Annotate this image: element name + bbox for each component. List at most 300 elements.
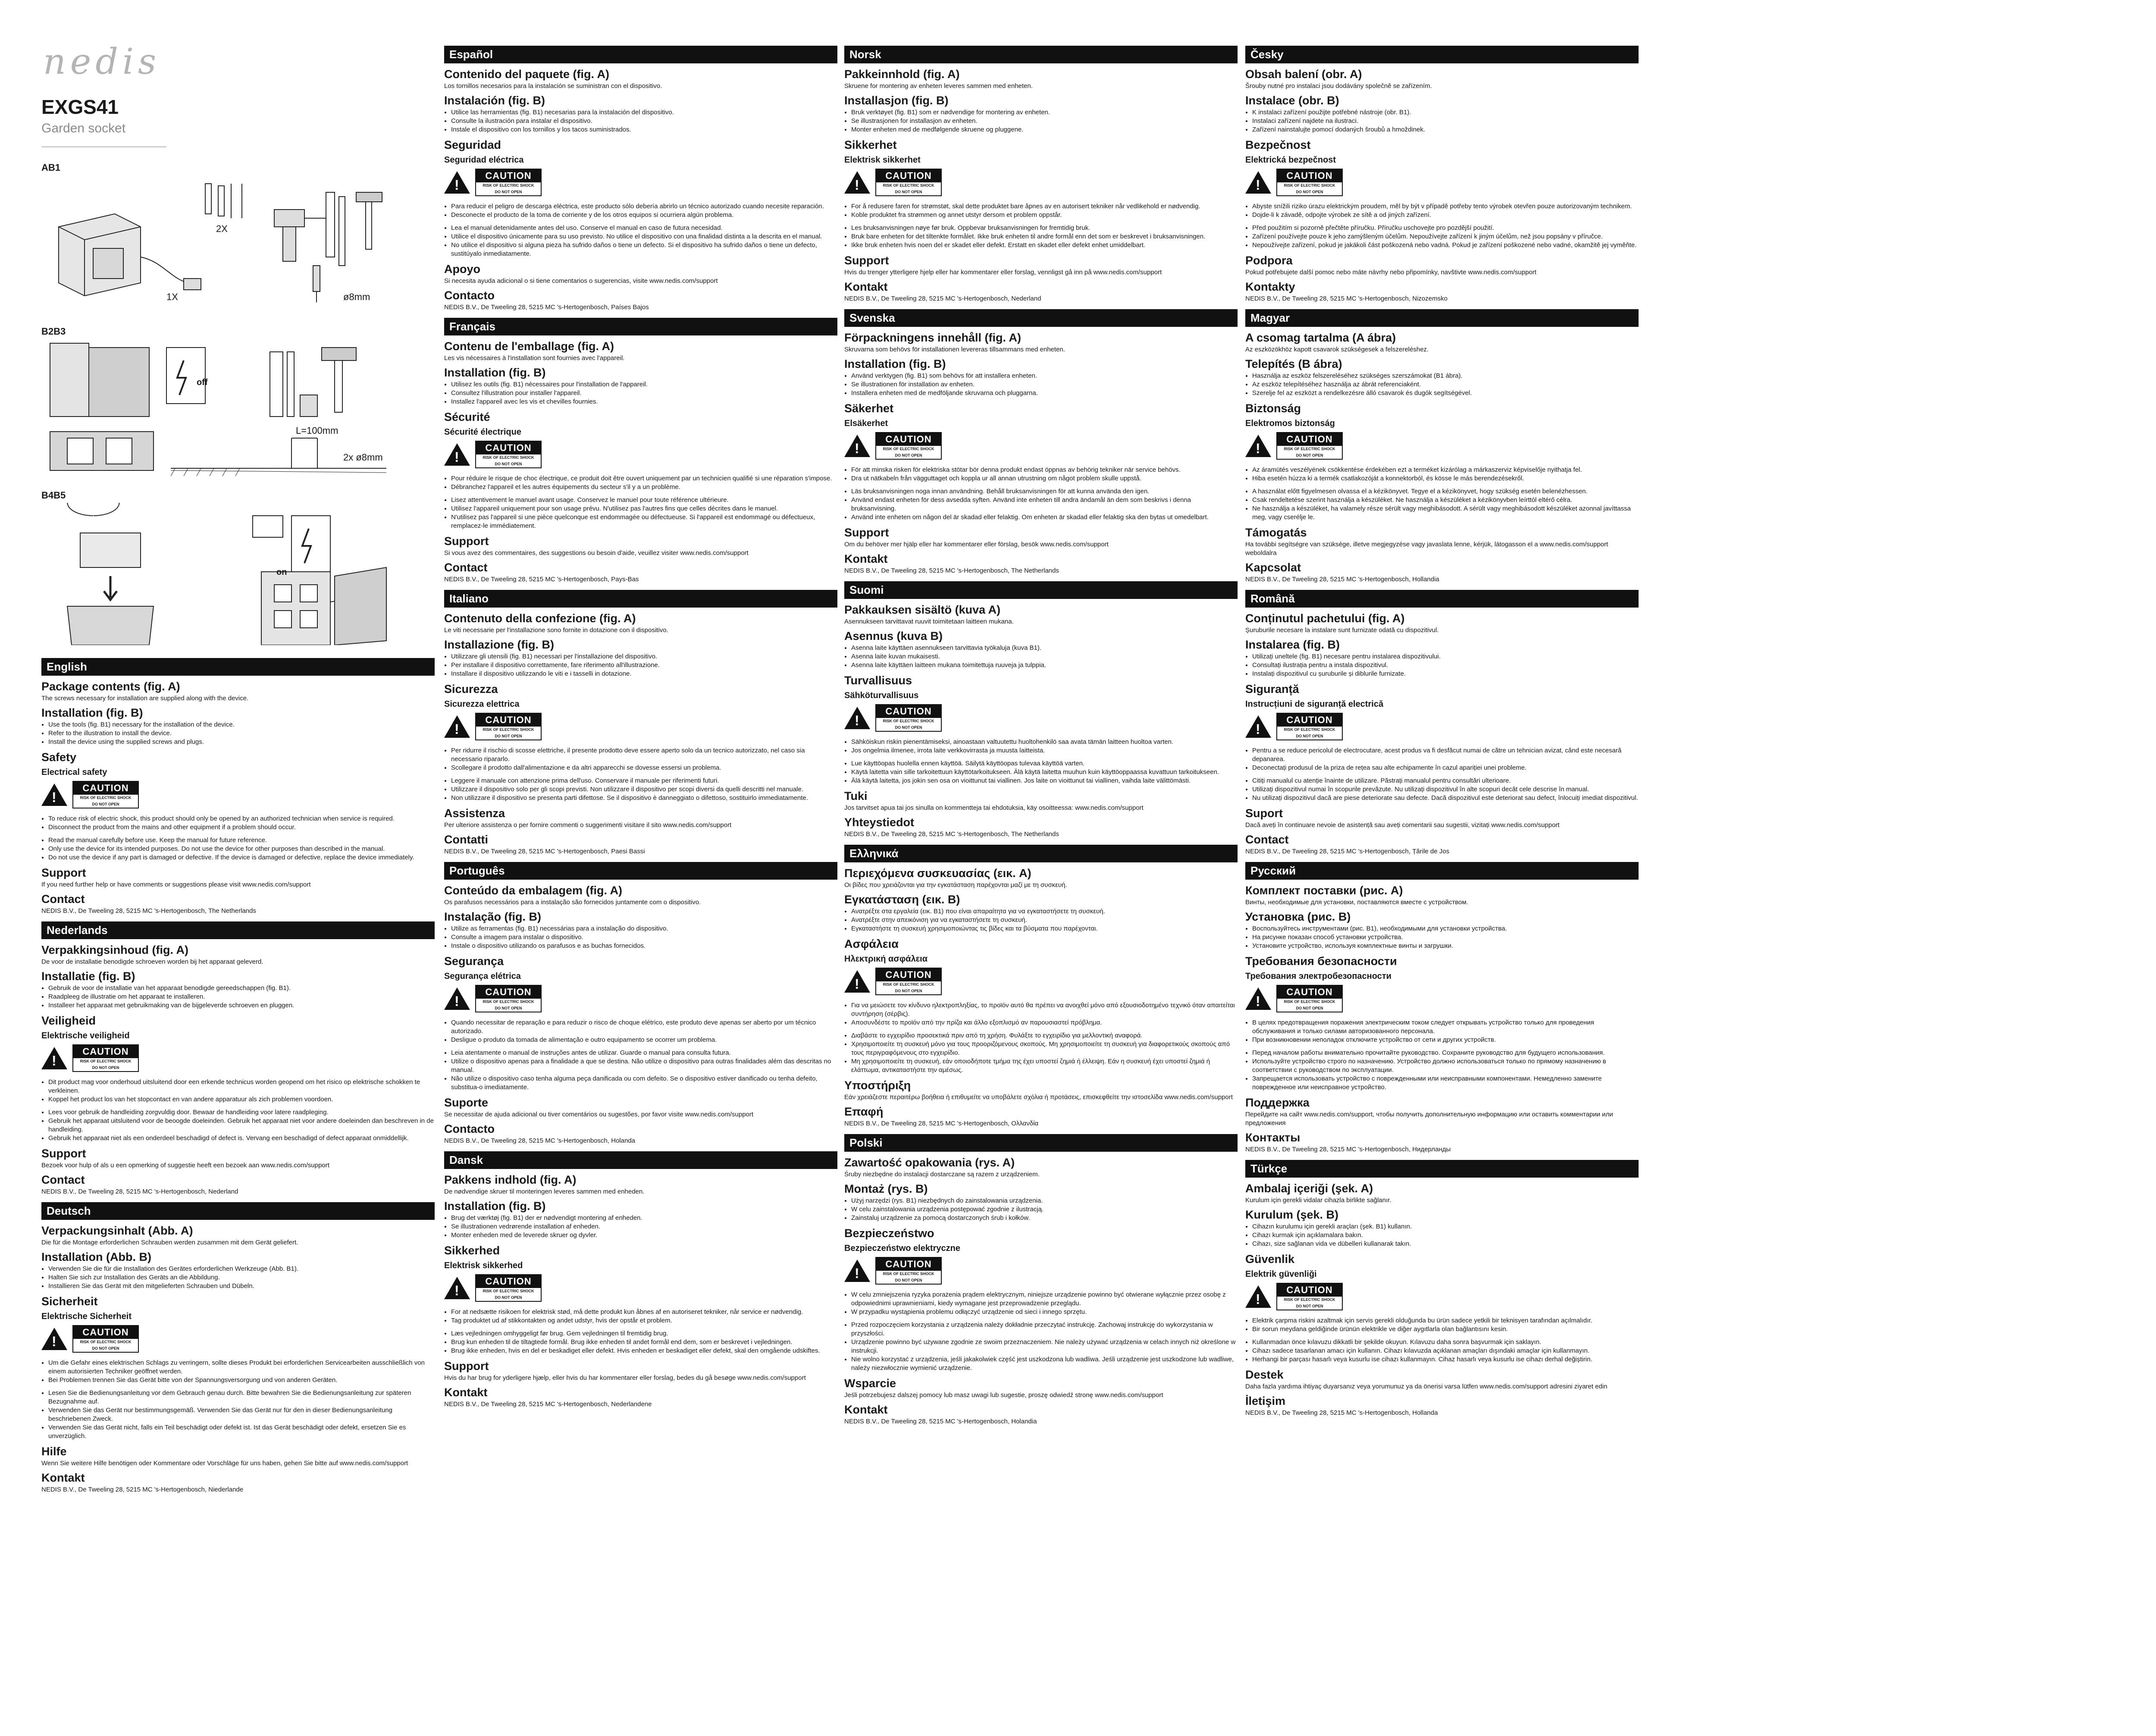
package-contents-heading: Contenu de l'emballage (fig. A) [444,340,614,353]
general-safety-list [41,1389,435,1441]
contact-text: NEDIS B.V., De Tweeling 28, 5215 MC 's-Hertogenbosch, Hollanda [1245,1409,1438,1416]
install-item: • Monter enheden med de leverede skruer og dyvler. [451,1231,837,1240]
caution-line-2: DO NOT OPEN [895,1278,922,1282]
safety-heading: Biztonság [1245,402,1301,415]
safety-heading: Sikkerhet [844,138,897,151]
warning-triangle-icon: ! [844,171,870,194]
elec2-item: • Brug ikke enheden, hvis en del er beskadiget eller defekt. Hvis enheden er beskadiget eller defekt, skal den omgående udskiftes. [451,1347,837,1355]
package-contents-text: Les vis nécessaires à l'installation sont fournies avec l'appareil. [444,354,625,362]
elec-item: • Για να μειώσετε τον κίνδυνο ηλεκτροπληξίας, το προϊόν αυτό θα πρέπει να ανοιχθεί μόνο από εξουσιοδοτημένο τεχνικό όταν απαιτείται συντήρηση (σέρβις). [851,1001,1238,1018]
caution-label [475,169,542,196]
qty-2x: 2X [216,223,228,234]
support-heading: Support [444,535,489,548]
elec2-item: • A használat előtt figyelmesen olvassa el a kézikönyvet. Tegye el a kézikönyvet, hogy szükség esetén belenézhessen. [1252,487,1639,496]
electrical-safety-heading: Ηλεκτρική ασφάλεια [844,954,928,964]
install-item: • Installera enheten med de medföljande skruvarna och pluggarna. [851,389,1238,398]
contact-text: NEDIS B.V., De Tweeling 28, 5215 MC 's-Hertogenbosch, Nederland [844,295,1041,302]
package-contents-heading: Pakkauksen sisältö (kuva A) [844,603,1001,616]
contact-text: NEDIS B.V., De Tweeling 28, 5215 MC 's-Hertogenbosch, Nederland [41,1188,238,1195]
support-heading: Support [41,1147,86,1160]
contact-text: NEDIS B.V., De Tweeling 28, 5215 MC 's-Hertogenbosch, Holanda [444,1137,636,1144]
support-heading: Hilfe [41,1445,67,1458]
general-safety-list [1245,1338,1639,1364]
install-item: • Utilice las herramientas (fig. B1) necesarias para la instalación del dispositivo. [451,108,837,117]
install-item: • Verwenden Sie die für die Installation des Gerätes erforderlichen Werkzeuge (Abb. B1). [48,1265,435,1273]
install-item: • W celu zainstalowania urządzenia postępować zgodnie z ilustracją. [851,1205,1238,1214]
install-item: • Installieren Sie das Gerät mit den mitgelieferten Schrauben und Dübeln. [48,1282,435,1291]
contact-text: NEDIS B.V., De Tweeling 28, 5215 MC 's-Hertogenbosch, Nederlandene [444,1401,652,1408]
language-section-3 [444,46,837,312]
support-text: Se necessitar de ajuda adicional ou tiver comentários ou sugestões, por favor visite www.nedis.com/support [444,1111,754,1118]
safety-heading: Sécurité [444,410,490,423]
elec-item: • Tag produktet ud af stikkontakten og andet udstyr, hvis der opstår et problem. [451,1316,837,1325]
install-item: • Użyj narzędzi (rys. B1) niezbędnych do zainstalowania urządzenia. [851,1197,1238,1205]
caution-label [475,441,542,468]
package-contents-heading: Contenido del paquete (fig. A) [444,68,609,81]
caution-line-1: RISK OF ELECTRIC SHOCK [483,1000,534,1004]
caution-line-1: RISK OF ELECTRIC SHOCK [883,982,934,987]
install-item: • Consulte la ilustración para instalar el dispositivo. [451,117,837,125]
caution-line-2: DO NOT OPEN [92,802,119,806]
contact-heading: Contact [41,893,85,906]
caution-label [72,1325,139,1353]
caution-line-2: DO NOT OPEN [895,725,922,730]
figure-label-b4b5: B4B5 [41,490,66,501]
language-bar: Polski [844,1134,1238,1152]
language-bar: Ελληνικά [844,845,1238,862]
install-item: • Instale el dispositivo con los tornillos y los tacos suministrados. [451,125,837,134]
caution-line-1: RISK OF ELECTRIC SHOCK [883,447,934,451]
installation-heading: Montaż (rys. B) [844,1182,928,1195]
elec2-item: • Citiți manualul cu atenție înainte de utilizare. Păstrați manualul pentru consultări ulterioare. [1252,777,1639,785]
support-text: Wenn Sie weitere Hilfe benötigen oder Kommentare oder Vorschläge für uns haben, gehen Sie bitte auf www.nedis.com/support [41,1460,408,1467]
safety-heading: Siguranță [1245,683,1299,696]
contact-heading: Contacto [444,1122,495,1135]
installation-list [444,1214,837,1240]
language-section-13 [1245,46,1639,303]
install-item: • Ανατρέξτε στην απεικόνιση για να εγκαταστήσετε τη συσκευή. [851,916,1238,924]
elec2-item: • Ikke bruk enheten hvis noen del er skadet eller defekt. Erstatt en skadet eller defekt enhet umiddelbart. [851,241,1238,250]
installation-list [844,907,1238,933]
elec2-item: • Χρησιμοποιείτε τη συσκευή μόνο για τους προοριζόμενους σκοπούς. Μη χρησιμοποιείτε τη συσκευή για διαφορετικούς σκοπούς από τους περιγραφόμενους στο εγχειρίδιο. [851,1040,1238,1057]
install-item: • Gebruik de voor de installatie van het apparaat benodigde gereedschappen (fig. B1). [48,984,435,993]
install-item: • Instalați dispozitivul cu șuruburile și diblurile furnizate. [1252,670,1639,678]
installation-heading: Εγκατάσταση (εικ. B) [844,893,960,906]
language-section-16 [1245,862,1639,1154]
installation-heading: Telepítés (B ábra) [1245,357,1342,370]
language-bar: Español [444,46,837,63]
support-heading: Destek [1245,1368,1284,1381]
support-heading: Suporte [444,1096,489,1109]
elec2-item: • Læs vejledningen omhyggeligt før brug. Gem vejledningen til fremtidig brug. [451,1329,837,1338]
package-contents-text: Șuruburile necesare la instalare sunt furnizate odată cu dispozitivul. [1245,627,1439,634]
install-item: • На рисунке показан способ установки устройства. [1252,933,1639,942]
caution-line-2: DO NOT OPEN [1296,190,1323,194]
warning-triangle-icon: ! [444,171,470,194]
caution-label [875,968,942,995]
elec2-item: • Kullanmadan önce kılavuzu dikkatli bir şekilde okuyun. Kılavuzu daha sonra başvurmak için saklayın. [1252,1338,1639,1347]
support-text: Daha fazla yardıma ihtiyaç duyarsanız veya yorumunuz ya da önerisi varsa lütfen www.nedis.com/support adresini ziyaret edin [1245,1383,1608,1390]
contact-text: NEDIS B.V., De Tweeling 28, 5215 MC 's-Hertogenbosch, Нидерланды [1245,1146,1451,1153]
column-2 [444,40,837,1410]
caution-line-2: DO NOT OPEN [895,989,922,993]
warning-triangle-icon: ! [41,1328,67,1350]
install-item: • Installeer het apparaat met gebruikmaking van de bijgeleverde schroeven en pluggen. [48,1001,435,1010]
elec2-item: • Read the manual carefully before use. Keep the manual for future reference. [48,836,435,845]
elec-item: • Dojde-li k závadě, odpojte výrobek ze sítě a od jiných zařízení. [1252,211,1639,219]
general-safety-list [1245,777,1639,802]
elec-item: • Abyste snížili riziko úrazu elektrickým proudem, měl by být v případě potřeby tento výrobek otevřen pouze autorizovaným technikem. [1252,202,1639,211]
package-contents-heading: Περιεχόμενα συσκευασίας (εικ. A) [844,867,1031,880]
elec2-item: • Herhangi bir parçası hasarlı veya kusurlu ise cihazı kullanmayın. Cihaz hasarlı veya kusurlu ise cihazı derhal değiştirin. [1252,1355,1639,1364]
package-contents-heading: Förpackningens innehåll (fig. A) [844,331,1022,344]
package-contents-heading: Contenuto della confezione (fig. A) [444,612,636,625]
caution-label [475,713,542,740]
general-safety-list [444,1049,837,1092]
electrical-safety-list [444,1018,837,1044]
contact-text: NEDIS B.V., De Tweeling 28, 5215 MC 's-Hertogenbosch, Paesi Bassi [444,848,645,855]
install-item: • Cihazı kurmak için açıklamalara bakın. [1252,1231,1639,1240]
safety-heading: Seguridad [444,138,501,151]
package-contents-heading: A csomag tartalma (A ábra) [1245,331,1396,344]
caution-title: CAUTION [1277,714,1342,727]
install-item: • Installare il dispositivo utilizzando le viti e i tasselli in dotazione. [451,670,837,678]
caution-line-1: RISK OF ELECTRIC SHOCK [1284,447,1335,451]
warning-triangle-icon: ! [1245,435,1271,457]
elec-item: • Disconnect the product from the mains and other equipment if a problem should occur. [48,823,435,832]
elec2-item: • Använd endast enheten för dess avsedda syften. Använd inte enheten till andra ändamål än dem som beskrivs i denna bruksanvisning. [851,496,1238,513]
install-item: • Bruk verktøyet (fig. B1) som er nødvendige for montering av enheten. [851,108,1238,117]
contact-text: NEDIS B.V., De Tweeling 28, 5215 MC 's-Hertogenbosch, Hollandia [1245,576,1439,583]
install-item: • Install the device using the supplied screws and plugs. [48,738,435,746]
caution-line-1: RISK OF ELECTRIC SHOCK [483,183,534,188]
caution-label [875,704,942,732]
installation-list [1245,924,1639,950]
model-number: EXGS41 [41,96,119,118]
language-bar: English [41,658,435,676]
on-label: on [276,567,287,577]
support-heading: Support [844,526,889,539]
general-safety-list [844,487,1238,522]
safety-heading: Bezpieczeństwo [844,1227,934,1240]
elec2-item: • Lisez attentivement le manuel avant usage. Conservez le manuel pour toute référence ultérieure. [451,496,837,505]
support-text: If you need further help or have comments or suggestions please visit www.nedis.com/support [41,881,311,888]
installation-heading: Asennus (kuva B) [844,630,943,642]
language-bar: Deutsch [41,1202,435,1220]
caution-title: CAUTION [73,1045,138,1058]
caution-line-1: RISK OF ELECTRIC SHOCK [1284,727,1335,732]
caution-row [844,704,1238,732]
qty-1x: 1X [166,291,178,302]
warning-triangle-icon: ! [1245,987,1271,1010]
package-contents-text: Asennukseen tarvittavat ruuvit toimitetaan laitteen mukana. [844,618,1014,625]
elec-item: • При возникновении неполадок отключите устройство от сети и других устройств. [1252,1036,1639,1044]
caution-row [1245,1283,1639,1310]
caution-row [444,1274,837,1302]
figure-b2b3-drawing [41,339,395,477]
package-contents-heading: Ambalaj içeriği (şek. A) [1245,1182,1373,1195]
contact-heading: Contact [444,561,488,574]
caution-line-2: DO NOT OPEN [495,1006,522,1010]
caution-line-2: DO NOT OPEN [92,1346,119,1351]
package-contents-heading: Комплект поставки (рис. A) [1245,884,1403,897]
caution-line-2: DO NOT OPEN [1296,1304,1323,1308]
safety-heading: Veiligheid [41,1014,96,1027]
caution-title: CAUTION [1277,1284,1342,1297]
installation-heading: Installation (fig. B) [444,1200,546,1213]
warning-triangle-icon: ! [1245,1285,1271,1308]
elec2-item: • Gebruik het apparaat uitsluitend voor de beoogde doeleinden. Gebruik het apparaat niet voor andere doeleinden dan beschreven in de handleiding. [48,1117,435,1134]
support-heading: Apoyo [444,263,480,276]
brand-logo: nedis [43,41,161,82]
elec-item: • Scollegare il prodotto dall'alimentazione e da altri apparecchi se dovesse essersi un problema. [451,764,837,772]
caution-line-2: DO NOT OPEN [92,1065,119,1070]
general-safety-list [444,224,837,258]
general-safety-list [1245,224,1639,250]
elec2-item: • Urządzenie powinno być używane zgodnie ze swoim przeznaczeniem. Nie należy używać urządzenia w celach innych niż określone w instrukcji. [851,1338,1238,1355]
package-contents-heading: Verpakkingsinhoud (fig. A) [41,943,189,956]
installation-list [444,380,837,406]
caution-title: CAUTION [73,1326,138,1339]
installation-heading: Installation (Abb. B) [41,1250,151,1263]
elec-item: • For å redusere faren for strømstøt, skal dette produktet bare åpnes av en autorisert tekniker når vedlikehold er nødvendig. [851,202,1238,211]
electrical-safety-heading: Elektrik güvenliği [1245,1269,1317,1279]
language-bar: Türkçe [1245,1160,1639,1178]
caution-label [475,1274,542,1302]
elec2-item: • Μη χρησιμοποιείτε τη συσκευή, εάν οποιοδήποτε τμήμα της έχει υποστεί ζημιά ή έλλειψη. Εάν η συσκευή έχει υποστεί ζημιά ή ελάττωμα, αντικαταστήστε την αμέσως. [851,1057,1238,1075]
contact-text: NEDIS B.V., De Tweeling 28, 5215 MC 's-Hertogenbosch, Países Bajos [444,304,649,311]
elec2-item: • Utilice el dispositivo únicamente para su uso previsto. No utilice el dispositivo con una finalidad distinta a la descrita en el manual. [451,232,837,241]
elec-item: • Bir sorun meydana geldiğinde ürünün elektrikle ve diğer aygıtlarla olan bağlantısını kesin. [1252,1325,1639,1334]
caution-line-2: DO NOT OPEN [495,190,522,194]
elec-item: • To reduce risk of electric shock, this product should only be opened by an authorized technician when service is required. [48,815,435,823]
package-contents-text: De nødvendige skruer til monteringen leveres sammen med enheden. [444,1188,645,1195]
language-bar: Русский [1245,862,1639,880]
column-4 [1245,40,1639,1419]
package-contents-text: Skruvarna som behövs för installationen levereras tillsammans med enheten. [844,346,1065,353]
install-item: • Installez l'appareil avec les vis et chevilles fournies. [451,398,837,406]
language-section-10 [844,581,1238,839]
electrical-safety-heading: Elektrisk sikkerhet [844,155,921,165]
installation-heading: Instalación (fig. B) [444,94,545,107]
install-item: • Instalaci zařízení najdete na ilustraci. [1252,117,1639,125]
caution-line-2: DO NOT OPEN [895,453,922,458]
contact-text: NEDIS B.V., De Tweeling 28, 5215 MC 's-Hertogenbosch, Pays-Bas [444,576,639,583]
package-contents-text: Le viti necessarie per l'installazione sono fornite in dotazione con il dispositivo. [444,627,668,634]
elec-item: • Hiba esetén húzza ki a termék csatlakozóját a konnektorból, és kösse le más berendezésekről. [1252,474,1639,483]
elec-item: • Dra ut nätkabeln från vägguttaget och koppla ur all annan utrustning om något problem skulle uppstå. [851,474,1238,483]
elec2-item: • Lees voor gebruik de handleiding zorgvuldig door. Bewaar de handleiding voor latere raadpleging. [48,1108,435,1117]
package-contents-text: Skruene for montering av enheten leveres sammen med enheten. [844,82,1033,90]
support-text: Om du behöver mer hjälp eller har kommentarer eller förslag, besök www.nedis.com/support [844,541,1109,548]
support-text: Hvis du har brug for yderligere hjælp, eller hvis du har kommentarer eller forslag, bedes du gå besøge www.nedis.com/support [444,1374,806,1382]
safety-heading: Safety [41,751,77,764]
installation-list [844,1197,1238,1222]
language-section-2 [41,1202,435,1494]
installation-list [444,652,837,678]
contact-heading: Kontakt [844,552,888,565]
package-contents-text: Śruby niezbędne do instalacji dostarczane są razem z urządzeniem. [844,1171,1040,1178]
elec-item: • Koppel het product los van het stopcontact en van andere apparatuur als zich problemen voordoen. [48,1095,435,1104]
caution-line-1: RISK OF ELECTRIC SHOCK [483,455,534,460]
warning-triangle-icon: ! [41,783,67,806]
elec-item: • Deconectați produsul de la priza de rețea sau alte echipamente în cazul apariției unei probleme. [1252,764,1639,772]
electrical-safety-list [444,202,837,219]
installation-list [844,372,1238,398]
electrical-safety-heading: Elektromos biztonság [1245,419,1335,428]
column-3 [844,40,1238,1427]
caution-title: CAUTION [73,782,138,795]
installation-list [844,644,1238,670]
install-item: • Utilize as ferramentas (fig. B1) necessárias para a instalação do dispositivo. [451,924,837,933]
elec-item: • Αποσυνδέστε το προϊόν από την πρίζα και άλλο εξοπλισμό αν παρουσιαστεί πρόβλημα. [851,1018,1238,1027]
holes-label: 2x ø8mm [343,452,383,463]
language-bar: Română [1245,590,1639,608]
caution-title: CAUTION [876,968,941,981]
installation-heading: Instalação (fig. B) [444,910,542,923]
safety-heading: Turvallisuus [844,674,912,687]
general-safety-list [444,496,837,530]
caution-label [72,781,139,808]
installation-heading: Installation (fig. B) [41,706,143,719]
elec-item: • Per ridurre il rischio di scosse elettriche, il presente prodotto deve essere aperto solo da un tecnico autorizzato, nel caso sia necessario ripararlo. [451,746,837,764]
package-contents-text: The screws necessary for installation are supplied along with the device. [41,695,249,702]
support-text: Pokud potřebujete další pomoc nebo máte návrhy nebo připomínky, navštivte www.nedis.com/support [1245,269,1537,276]
language-bar: Norsk [844,46,1238,63]
elec2-item: • Lea el manual detenidamente antes del uso. Conserve el manual en caso de futura necesidad. [451,224,837,232]
caution-label [1276,169,1343,196]
general-safety-list [1245,487,1639,522]
safety-heading: Sicherheit [41,1295,98,1308]
support-heading: Поддержка [1245,1096,1310,1109]
elec2-item: • Lesen Sie die Bedienungsanleitung vor dem Gebrauch genau durch. Bitte bewahren Sie die Bedienungsanleitung zur späteren Bezugnahme auf. [48,1389,435,1406]
elec2-item: • Älä käytä laitetta, jos jokin sen osa on vioittunut tai viallinen. Jos laite on vioittunut tai viallinen, vaihda laite välittömästi. [851,777,1238,785]
electrical-safety-list [1245,1018,1639,1044]
safety-heading: Требования безопасности [1245,955,1397,968]
caution-label [72,1044,139,1072]
caution-line-2: DO NOT OPEN [495,1295,522,1300]
elec-item: • Elektrik çarpma riskini azaltmak için servis gerekli olduğunda bu ürün sadece yetkili bir teknisyen tarafından açılmalıdır. [1252,1316,1639,1325]
installation-heading: Kurulum (şek. B) [1245,1208,1339,1221]
caution-line-2: DO NOT OPEN [895,190,922,194]
elec-item: • Quando necessitar de reparação e para reduzir o risco de choque elétrico, este produto deve apenas ser aberto por um técnico autorizado. [451,1018,837,1036]
electrical-safety-heading: Sähköturvallisuus [844,691,919,700]
electrical-safety-list [1245,202,1639,219]
caution-line-1: RISK OF ELECTRIC SHOCK [1284,1000,1335,1004]
contact-heading: Kontakty [1245,280,1295,293]
install-item: • Utilisez les outils (fig. B1) nécessaires pour l'installation de l'appareil. [451,380,837,389]
install-item: • Se illustrasjonen for installasjon av enheten. [851,117,1238,125]
language-bar: Dansk [444,1151,837,1169]
general-safety-list [844,1031,1238,1075]
elec2-item: • Do not use the device if any part is damaged or defective. If the device is damaged or defective, replace the device immediately. [48,853,435,862]
contact-text: NEDIS B.V., De Tweeling 28, 5215 MC 's-Hertogenbosch, Nizozemsko [1245,295,1448,302]
warning-triangle-icon: ! [444,443,470,466]
general-safety-list [41,836,435,862]
install-item: • K instalaci zařízení použijte potřebné nástroje (obr. B1). [1252,108,1639,117]
package-contents-text: Šrouby nutné pro instalaci jsou dodávány společně se zařízením. [1245,82,1432,90]
elec2-item: • Csak rendeltetése szerint használja a készüléket. Ne használja a készüléket a kézikönyvben leírttól eltérő célra. [1252,496,1639,505]
elec2-item: • Διαβάστε το εγχειρίδιο προσεκτικά πριν από τη χρήση. Φυλάξτε το εγχειρίδιο για μελλοντική αναφορά. [851,1031,1238,1040]
package-contents-heading: Pakkens indhold (fig. A) [444,1173,577,1186]
caution-row [1245,432,1639,460]
electrical-safety-heading: Elektrische Sicherheit [41,1312,132,1321]
package-contents-text: Винты, необходимые для установки, поставляются вместе с устройством. [1245,899,1468,906]
contact-heading: Yhteystiedot [844,816,915,829]
caution-row [844,169,1238,196]
language-section-17 [1245,1160,1639,1417]
elec2-item: • Verwenden Sie das Gerät nur bestimmungsgemäß. Verwenden Sie das Gerät nur für den in dieser Bedienungsanleitung beschriebenen Zweck. [48,1406,435,1423]
elec2-item: • Перед началом работы внимательно прочитайте руководство. Сохраните руководство для будущего использования. [1252,1049,1639,1057]
language-section-9 [844,309,1238,575]
caution-line-1: RISK OF ELECTRIC SHOCK [483,1289,534,1293]
elec-item: • Koble produktet fra strømmen og annet utstyr dersom et problem oppstår. [851,211,1238,219]
language-bar: Nederlands [41,921,435,939]
caution-row [444,713,837,740]
figure-b2b3 [41,339,395,477]
install-item: • Consulte a imagem para instalar o dispositivo. [451,933,837,942]
caution-row [41,781,435,808]
electrical-safety-heading: Elektrisk sikkerhed [444,1261,523,1270]
elec2-item: • Przed rozpoczęciem korzystania z urządzenia należy dokładnie przeczytać instrukcję. Zachowaj instrukcję do wykorzystania w przyszłości. [851,1321,1238,1338]
package-contents-heading: Pakkeinnhold (fig. A) [844,68,960,81]
electrical-safety-list [1245,746,1639,772]
install-item: • Refer to the illustration to install the device. [48,729,435,738]
elec-item: • Pour réduire le risque de choc électrique, ce produit doit être ouvert uniquement par un technicien qualifié si une réparation s'impose. [451,474,837,483]
contact-heading: Kontakt [444,1386,488,1399]
support-text: Hvis du trenger ytterligere hjelp eller har kommentarer eller forslag, vennligst gå inn på www.nedis.com/support [844,269,1162,276]
support-text: Bezoek voor hulp of als u een opmerking of suggestie heeft een bezoek aan www.nedis.com/support [41,1162,329,1169]
package-contents-text: Die für die Montage erforderlichen Schrauben werden zusammen mit dem Gerät geliefert. [41,1239,298,1246]
electrical-safety-heading: Sécurité électrique [444,427,521,437]
elec2-item: • Zařízení používejte pouze k jeho zamýšleným účelům. Nepoužívejte zařízení k jiným účelům, než jsou popsány v příručce. [1252,232,1639,241]
electrical-safety-list [844,1001,1238,1027]
language-bar: Suomi [844,581,1238,599]
safety-heading: Sikkerhed [444,1244,500,1257]
elec2-item: • N'utilisez pas l'appareil si une pièce quelconque est endommagée ou défectueuse. Si l'appareil est endommagé ou défectueux, remplacez-le immédiatement. [451,513,837,530]
contact-text: NEDIS B.V., De Tweeling 28, 5215 MC 's-Hertogenbosch, The Netherlands [844,830,1059,838]
install-item: • Consultați ilustrația pentru a instala dispozitivul. [1252,661,1639,670]
caution-title: CAUTION [476,714,541,727]
electrical-safety-heading: Bezpieczeństwo elektryczne [844,1244,960,1253]
package-contents-text: Az eszközökhöz kapott csavarok szükségesek a felszereléshez. [1245,346,1429,353]
caution-row [41,1325,435,1353]
language-section-6 [444,862,837,1145]
language-section-1 [41,921,435,1196]
caution-label [1276,432,1343,460]
installation-list [1245,652,1639,678]
warning-triangle-icon: ! [844,435,870,457]
caution-label [875,169,942,196]
support-heading: Suport [1245,807,1283,820]
elec-item: • Para reducir el peligro de descarga eléctrica, este producto sólo debería abrirlo un técnico autorizado cuando necesite reparación. [451,202,837,211]
package-contents-heading: Conteúdo da embalagem (fig. A) [444,884,623,897]
support-heading: Support [444,1360,489,1373]
elec-item: • Az áramütés veszélyének csökkentése érdekében ezt a terméket kizárólag a márkaszerviz képviselője nyithatja fel. [1252,466,1639,474]
contact-heading: Contact [41,1173,85,1186]
elec2-item: • Verwenden Sie das Gerät nicht, falls ein Teil beschädigt oder defekt ist. Ist das Gerät beschädigt oder defekt, ersetzen Sie es unverzüglich. [48,1423,435,1441]
package-contents-text: Los tornillos necesarios para la instalación se suministran con el dispositivo. [444,82,662,90]
caution-title: CAUTION [476,1275,541,1288]
elec2-item: • Não utilize o dispositivo caso tenha alguma peça danificada ou com defeito. Se o dispositivo estiver danificado ou tenha defeito, substitua-o imediatamente. [451,1075,837,1092]
contact-heading: Επαφή [844,1105,884,1118]
support-heading: Υποστήριξη [844,1079,911,1092]
caution-label [1276,985,1343,1012]
elec2-item: • Nepoužívejte zařízení, pokud je jakákoli část poškozená nebo vadná. Pokud je zařízení poškozené nebo vadné, okamžitě jej vyměňte. [1252,241,1639,250]
contact-heading: Contacto [444,289,495,302]
electrical-safety-list [844,202,1238,219]
electrical-safety-heading: Требования электробезопасности [1245,971,1391,981]
